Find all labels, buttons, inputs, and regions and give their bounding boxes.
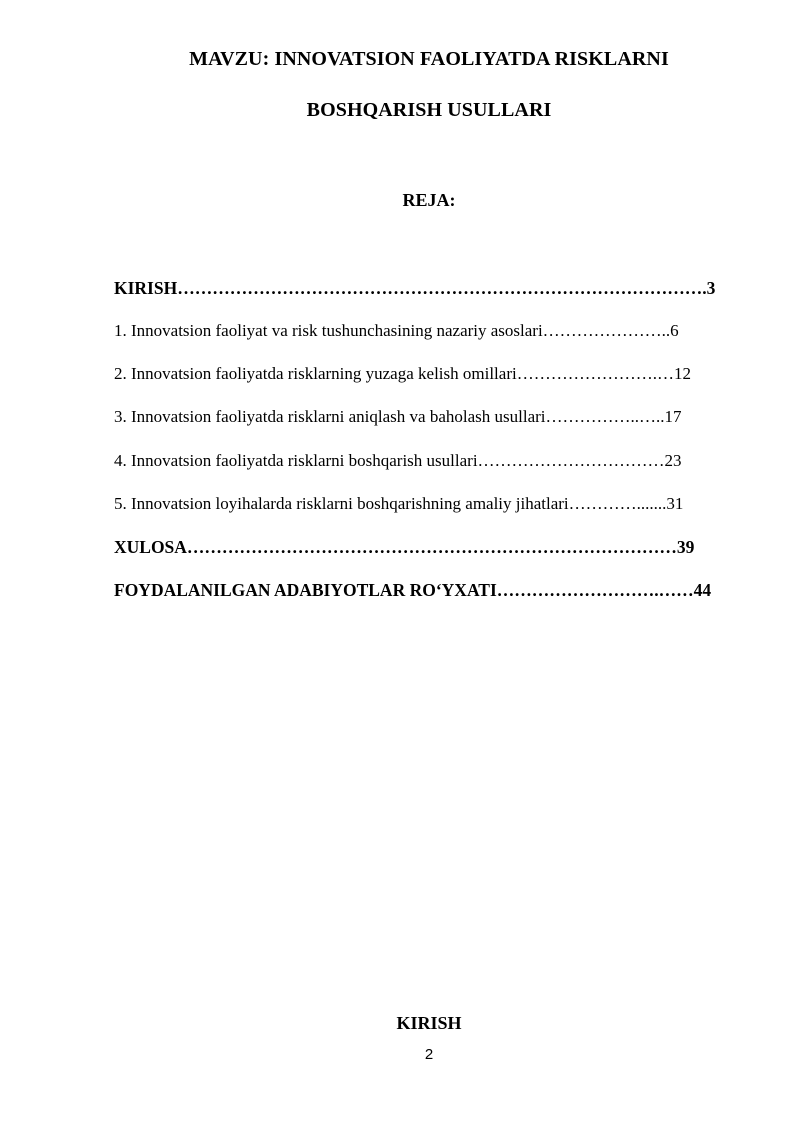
toc-entry-chapter-2: 2. Innovatsion faoliyatda risklarning yuzaga kelish omillari…………………….…12: [114, 364, 691, 383]
toc-entry-chapter-3: 3. Innovatsion faoliyatda risklarni aniqlash va baholash usullari……………..…..17: [114, 407, 682, 426]
page-number: 2: [424, 1046, 434, 1063]
toc-entry-chapter-1: 1. Innovatsion faoliyat va risk tushunchasining nazariy asoslari…………………..6: [114, 321, 679, 340]
toc-entry-chapter-4: 4. Innovatsion faoliyatda risklarni boshqarish usullari……………………………23: [114, 451, 682, 470]
toc-entry-introduction: KIRISH……………………………………………………………………………….3: [114, 278, 716, 298]
section-heading-introduction: KIRISH: [396, 1013, 462, 1033]
plan-heading: REJA:: [402, 190, 456, 210]
document-title-line-2: BOSHQARISH USULLARI: [306, 99, 552, 121]
toc-entry-references: FOYDALANILGAN ADABIYOTLAR RO‘YXATI……………………….……44: [114, 580, 712, 600]
toc-entry-chapter-5: 5. Innovatsion loyihalarda risklarni boshqarishning amaliy jihatlari………….......31: [114, 494, 684, 513]
toc-entry-conclusion: XULOSA…………………………………………………………………………39: [114, 537, 695, 557]
document-title-line-1: MAVZU: INNOVATSION FAOLIYATDA RISKLARNI: [189, 48, 669, 70]
